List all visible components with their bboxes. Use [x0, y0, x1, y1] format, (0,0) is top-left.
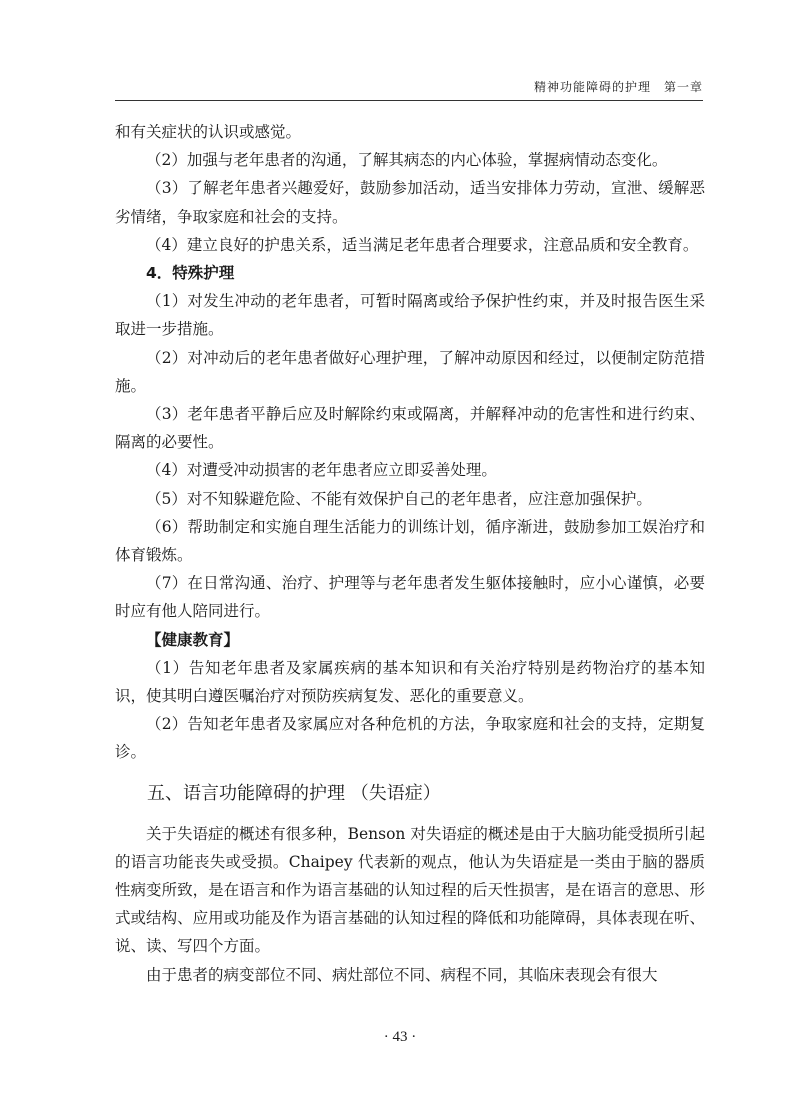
- paragraph: （6）帮助制定和实施自理生活能力的训练计划，循序渐进，鼓励参加工娱治疗和体育锻炼。: [115, 517, 705, 565]
- paragraph: 关于失语症的概述有很多种，Benson 对失语症的概述是由于大脑功能受损所引起的语言功能丧失或受损。Chaipey 代表新的观点，他认为失语症是一类由于脑的器质性病变所致，是在语言和作为语言基础的认知过程的后天性损害，是在语言的意思、形式或结构、应用或功能及作为语言基础的认知过程的降低和功能障碍，具体表现在听、说、读、写四个方面。: [115, 824, 705, 956]
- paragraph: （1）对发生冲动的老年患者，可暂时隔离或给予保护性约束，并及时报告医生采取进一步措施。: [115, 292, 705, 339]
- paragraph: （1）告知老年患者及家属疾病的基本知识和有关治疗特别是药物治疗的基本知识，使其明白遵医嘱治疗对预防疾病复发、恶化的重要意义。: [115, 658, 705, 706]
- paragraph: 和有关症状的认识或感觉。: [115, 123, 302, 141]
- paragraph: （2）加强与老年患者的沟通，了解其病态的内心体验，掌握病情动态变化。: [146, 151, 668, 170]
- paragraph: （5）对不知躲避危险、不能有效保护自己的老年患者，应注意加强保护。: [146, 489, 652, 508]
- paragraph: （7）在日常沟通、治疗、护理等与老年患者发生躯体接触时，应小心谨慎，必要时应有他人陪同进行。: [115, 574, 705, 621]
- running-title: 精神功能障碍的护理 第一章: [533, 80, 703, 94]
- paragraph: （2）告知老年患者及家属应对各种危机的方法，争取家庭和社会的支持，定期复诊。: [115, 715, 705, 762]
- subsection-heading: 4．特殊护理: [146, 264, 235, 283]
- paragraph: 由于患者的病变部位不同、病灶部位不同、病程不同，其临床表现会有很大: [146, 965, 658, 984]
- subsection-heading: 【健康教育】: [146, 630, 240, 649]
- page-number: · 43 ·: [383, 1029, 417, 1045]
- paragraph: （4）建立良好的护患关系，适当满足老年患者合理要求，注意品质和安全教育。: [146, 235, 699, 254]
- running-header: [115, 78, 703, 101]
- section-heading: 五、语言功能障碍的护理 （失语症）: [147, 782, 441, 804]
- paragraph: （3）了解老年患者兴趣爱好，鼓励参加活动，适当安排体力劳动，宣泄、缓解恶劣情绪，争取家庭和社会的支持。: [115, 179, 705, 226]
- paragraph: （3）老年患者平静后应及时解除约束或隔离，并解释冲动的危害性和进行约束、隔离的必要性。: [115, 405, 705, 452]
- page-body: [115, 118, 705, 989]
- paragraph: （4）对遭受冲动损害的老年患者应立即妥善处理。: [146, 461, 497, 480]
- paragraph: （2）对冲动后的老年患者做好心理护理，了解冲动原因和经过，以便制定防范措施。: [115, 348, 705, 395]
